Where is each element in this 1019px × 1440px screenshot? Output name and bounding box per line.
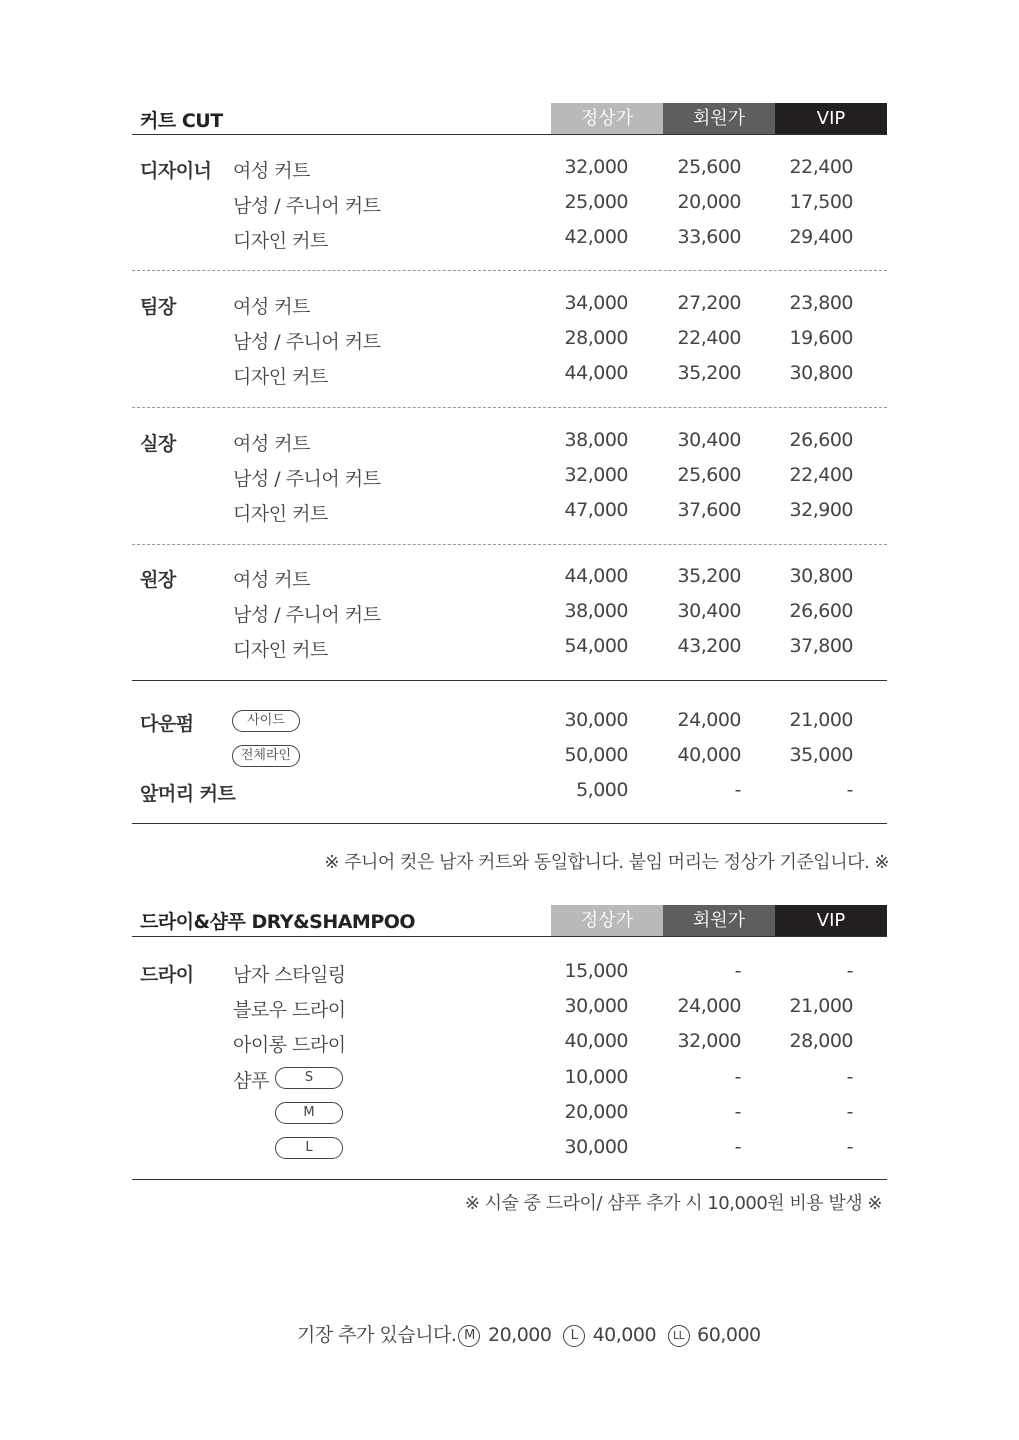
price-row	[132, 327, 887, 353]
price-regular: 50,000	[564, 744, 628, 766]
price-row	[132, 464, 887, 490]
price-vip: 30,800	[789, 565, 853, 587]
item-name: 여성 커트	[233, 296, 310, 318]
price-regular: 30,000	[564, 709, 628, 731]
price-row	[132, 226, 887, 252]
dry-header-regular: 정상가	[551, 905, 663, 936]
price-row	[132, 1066, 887, 1092]
category-label: 다운펌	[140, 713, 194, 735]
price-member: 32,000	[677, 1030, 741, 1052]
price-member: -	[734, 1136, 741, 1158]
section-rule	[132, 823, 887, 824]
price-regular: 44,000	[564, 565, 628, 587]
price-row	[132, 779, 887, 805]
cut-header-vip: VIP	[775, 103, 887, 134]
price-member: 30,400	[677, 600, 741, 622]
price-member: 22,400	[677, 327, 741, 349]
price-row	[132, 565, 887, 591]
price-row	[132, 600, 887, 626]
category-label: 팀장	[140, 296, 176, 318]
price-vip: 21,000	[789, 709, 853, 731]
price-member: 24,000	[677, 995, 741, 1017]
price-regular: 20,000	[564, 1101, 628, 1123]
dry-header-member: 회원가	[663, 905, 775, 936]
price-regular: 5,000	[576, 779, 628, 801]
size-circle: L	[563, 1325, 585, 1347]
item-name: 남성 / 주니어 커트	[233, 331, 381, 353]
item-name: 여성 커트	[233, 433, 310, 455]
option-pill: 사이드	[232, 710, 300, 732]
cut-header-member: 회원가	[663, 103, 775, 134]
price-member: 43,200	[677, 635, 741, 657]
cut-note: ※ 주니어 컷은 남자 커트와 동일합니다. 붙임 머리는 정상가 기준입니다. ※	[324, 852, 889, 873]
option-pill: 전체라인	[232, 745, 300, 767]
price-vip: 35,000	[789, 744, 853, 766]
dry-section-title: 드라이&샴푸 DRY&SHAMPOO	[140, 911, 416, 933]
length-price: 40,000	[592, 1324, 657, 1346]
price-regular: 32,000	[564, 464, 628, 486]
item-name: 디자인 커트	[233, 639, 328, 661]
price-member: -	[734, 960, 741, 982]
price-vip: 28,000	[789, 1030, 853, 1052]
price-vip: -	[846, 779, 853, 801]
item-name: 여성 커트	[233, 569, 310, 591]
price-regular: 47,000	[564, 499, 628, 521]
shampoo-label: 샴푸	[233, 1070, 269, 1092]
price-member: -	[734, 1066, 741, 1088]
price-regular: 15,000	[564, 960, 628, 982]
price-row	[132, 1101, 887, 1127]
category-label: 앞머리 커트	[140, 783, 236, 805]
size-pill: L	[275, 1137, 343, 1159]
price-row	[132, 429, 887, 455]
section-rule	[132, 680, 887, 681]
price-row	[132, 995, 887, 1021]
price-row	[132, 191, 887, 217]
dry-header-rule	[132, 936, 887, 937]
cut-section-title: 커트 CUT	[140, 110, 223, 132]
price-vip: 37,800	[789, 635, 853, 657]
price-member: -	[734, 779, 741, 801]
price-regular: 38,000	[564, 429, 628, 451]
price-row	[132, 709, 887, 735]
price-member: 40,000	[677, 744, 741, 766]
price-row	[132, 1030, 887, 1056]
cut-header-rule	[132, 134, 887, 135]
item-name: 남자 스타일링	[233, 964, 346, 986]
price-row	[132, 362, 887, 388]
price-regular: 42,000	[564, 226, 628, 248]
price-row	[132, 156, 887, 182]
price-regular: 10,000	[564, 1066, 628, 1088]
item-name: 남성 / 주니어 커트	[233, 604, 381, 626]
price-vip: 30,800	[789, 362, 853, 384]
price-vip: 23,800	[789, 292, 853, 314]
price-row	[132, 744, 887, 770]
price-member: 24,000	[677, 709, 741, 731]
item-name: 디자인 커트	[233, 503, 328, 525]
category-label: 드라이	[140, 964, 194, 986]
group-divider	[132, 544, 887, 545]
price-member: 35,200	[677, 362, 741, 384]
price-vip: 19,600	[789, 327, 853, 349]
group-divider	[132, 270, 887, 271]
size-pill: S	[275, 1067, 343, 1089]
price-row	[132, 292, 887, 318]
item-name: 남성 / 주니어 커트	[233, 195, 381, 217]
price-vip: 26,600	[789, 600, 853, 622]
item-name: 블로우 드라이	[233, 999, 346, 1021]
price-vip: -	[846, 1136, 853, 1158]
item-name: 아이롱 드라이	[233, 1034, 346, 1056]
size-pill: M	[275, 1102, 343, 1124]
dry-note: ※ 시술 중 드라이/ 샴푸 추가 시 10,000원 비용 발생 ※	[464, 1193, 882, 1214]
price-member: -	[734, 1101, 741, 1123]
price-member: 27,200	[677, 292, 741, 314]
item-name: 디자인 커트	[233, 230, 328, 252]
price-vip: 29,400	[789, 226, 853, 248]
length-price: 60,000	[697, 1324, 761, 1346]
length-label: 기장 추가 있습니다.	[297, 1324, 457, 1346]
item-name: 남성 / 주니어 커트	[233, 468, 381, 490]
price-member: 30,400	[677, 429, 741, 451]
price-row	[132, 499, 887, 525]
price-regular: 40,000	[564, 1030, 628, 1052]
price-member: 37,600	[677, 499, 741, 521]
price-regular: 28,000	[564, 327, 628, 349]
price-member: 35,200	[677, 565, 741, 587]
price-member: 33,600	[677, 226, 741, 248]
price-vip: 26,600	[789, 429, 853, 451]
price-regular: 30,000	[564, 1136, 628, 1158]
section-rule	[132, 1179, 887, 1180]
price-member: 25,600	[677, 464, 741, 486]
price-vip: 22,400	[789, 464, 853, 486]
price-row	[132, 635, 887, 661]
category-label: 실장	[140, 433, 176, 455]
price-regular: 44,000	[564, 362, 628, 384]
price-regular: 25,000	[564, 191, 628, 213]
price-vip: -	[846, 1101, 853, 1123]
dry-header-vip: VIP	[775, 905, 887, 936]
size-circle: M	[458, 1325, 480, 1347]
item-name: 여성 커트	[233, 160, 310, 182]
price-regular: 34,000	[564, 292, 628, 314]
price-vip: 21,000	[789, 995, 853, 1017]
price-vip: 32,900	[789, 499, 853, 521]
price-regular: 38,000	[564, 600, 628, 622]
group-divider	[132, 407, 887, 408]
price-regular: 32,000	[564, 156, 628, 178]
item-name: 디자인 커트	[233, 366, 328, 388]
price-regular: 54,000	[564, 635, 628, 657]
price-vip: 17,500	[789, 191, 853, 213]
category-label: 디자이너	[140, 160, 212, 182]
price-member: 25,600	[677, 156, 741, 178]
length-surcharge	[297, 1320, 761, 1347]
length-price: 20,000	[488, 1324, 552, 1346]
price-vip: 22,400	[789, 156, 853, 178]
price-regular: 30,000	[564, 995, 628, 1017]
cut-header-regular: 정상가	[551, 103, 663, 134]
category-label: 원장	[140, 569, 176, 591]
price-vip: -	[846, 960, 853, 982]
price-vip: -	[846, 1066, 853, 1088]
size-circle: LL	[668, 1325, 690, 1347]
price-member: 20,000	[677, 191, 741, 213]
price-row	[132, 960, 887, 986]
price-row	[132, 1136, 887, 1162]
